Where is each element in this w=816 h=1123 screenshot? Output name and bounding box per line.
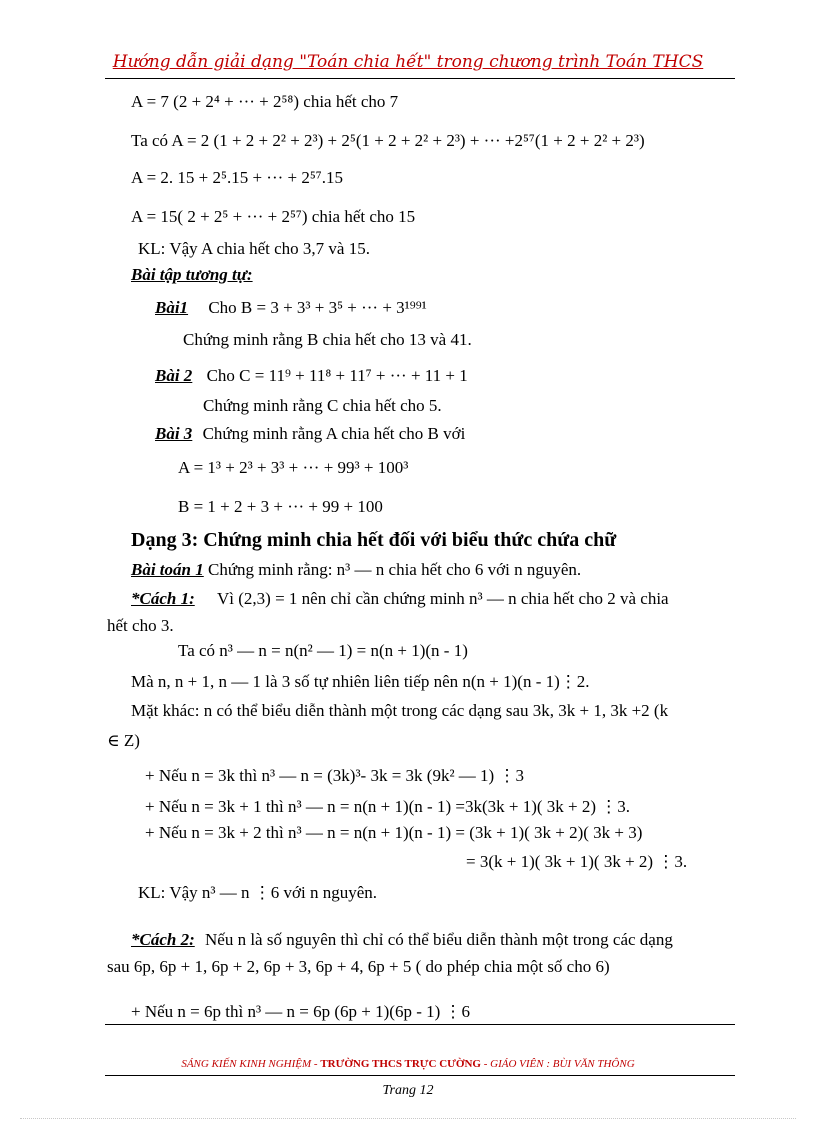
problem-1-text: Chứng minh rằng: n³ — n chia hết cho 6 với n nguyên. (208, 560, 582, 579)
exercise-1-text: Cho B = 3 + 3³ + 3⁵ + ··· + 3¹⁹⁹¹ (208, 298, 427, 317)
method-1-line-3: Mặt khác: n có thể biểu diễn thành một trong các dạng sau 3k, 3k + 1, 3k +2 (k (131, 701, 669, 720)
method-1-label: *Cách 1: (131, 589, 195, 608)
method-2-label: *Cách 2: (131, 930, 195, 949)
exercise-2-text: Cho C = 11⁹ + 11⁸ + 11⁷ + ··· + 11 + 1 (206, 366, 468, 385)
method-1-conclusion: KL: Vậy n³ — n ⋮6 với n nguyên. (138, 883, 378, 902)
page-footer (0, 1058, 816, 1070)
line-a-sum-15: A = 2. 15 + 2⁵.15 + ··· + 2⁵⁷.15 (131, 168, 343, 187)
method-2 (131, 930, 673, 950)
problem-1-label: Bài toán 1 (131, 560, 204, 579)
method-1-text-cont: hết cho 3. (107, 616, 174, 635)
exercise-3-label: Bài 3 (155, 424, 193, 443)
footer-rule-bottom (105, 1075, 735, 1076)
method-1 (131, 589, 669, 609)
method-1-case-3k2: + Nếu n = 3k + 2 thì n³ — n = n(n + 1)(n - 1) = (3k + 1)( 3k + 2)( 3k + 3) (145, 823, 643, 842)
footer-school: TRƯỜNG THCS TRỰC CƯỜNG (320, 1058, 481, 1070)
page-edge (20, 1118, 796, 1119)
exercise-3-text: Chứng minh rằng A chia hết cho B với (202, 424, 466, 443)
problem-1 (131, 560, 581, 580)
exercise-2 (155, 366, 468, 386)
method-1-text: Vì (2,3) = 1 nên chỉ cần chứng minh n³ — n chia hết cho 2 và chia (217, 589, 669, 608)
section-heading-dang-3: Dạng 3: Chứng minh chia hết đối với biểu thức chứa chữ (131, 529, 617, 551)
method-1-line-2: Mà n, n + 1, n — 1 là 3 số tự nhiên liên tiếp nên n(n + 1)(n - 1)⋮2. (131, 672, 590, 691)
method-2-text-cont: sau 6p, 6p + 1, 6p + 2, 6p + 3, 6p + 4, 6p + 5 ( do phép chia một số cho 6) (107, 957, 610, 976)
method-1-case-3k1: + Nếu n = 3k + 1 thì n³ — n = n(n + 1)(n - 1) =3k(3k + 1)( 3k + 2) ⋮3. (145, 797, 631, 816)
exercise-3-a: A = 1³ + 2³ + 3³ + ··· + 99³ + 100³ (178, 458, 409, 477)
exercise-1-label: Bài1 (155, 298, 189, 317)
footer-teacher: - GIÁO VIÊN : BÙI VĂN THÔNG (483, 1058, 635, 1070)
header-rule (105, 78, 735, 79)
footer-left: SÁNG KIẾN KINH NGHIỆM - (181, 1058, 318, 1070)
method-1-case-3k: + Nếu n = 3k thì n³ — n = (3k)³- 3k = 3k (9k² — 1) ⋮3 (145, 766, 524, 785)
method-1-case-3k2-result: = 3(k + 1)( 3k + 1)( 3k + 2) ⋮3. (466, 852, 688, 871)
exercise-1 (155, 298, 427, 318)
page-number: Trang 12 (382, 1083, 434, 1098)
line-conclusion: KL: Vậy A chia hết cho 3,7 và 15. (138, 239, 370, 258)
line-a-div-7: A = 7 (2 + 2⁴ + ··· + 2⁵⁸) chia hết cho 7 (131, 92, 399, 111)
line-ta-co-a: Ta có A = 2 (1 + 2 + 2² + 2³) + 2⁵(1 + 2 + 2² + 2³) + ··· +2⁵⁷(1 + 2 + 2² + 2³) (131, 131, 645, 150)
footer-rule-top (105, 1024, 735, 1025)
method-1-line-1: Ta có n³ — n = n(n² — 1) = n(n + 1)(n - 1) (178, 641, 468, 660)
exercise-3 (155, 424, 465, 444)
page-header-title: Hướng dẫn giải dạng "Toán chia hết" trong chương trình Toán THCS (112, 52, 704, 72)
exercise-2-label: Bài 2 (155, 366, 193, 385)
method-1-line-4: ∈ Z) (107, 731, 140, 750)
line-a-div-15: A = 15( 2 + 2⁵ + ··· + 2⁵⁷) chia hết cho 15 (131, 207, 416, 226)
exercise-1-task: Chứng minh rằng B chia hết cho 13 và 41. (183, 330, 472, 349)
similar-exercises-title: Bài tập tương tự: (131, 265, 253, 284)
exercise-2-task: Chứng minh rằng C chia hết cho 5. (203, 396, 442, 415)
method-2-case-6p: + Nếu n = 6p thì n³ — n = 6p (6p + 1)(6p - 1) ⋮6 (131, 1002, 471, 1021)
exercise-3-b: B = 1 + 2 + 3 + ··· + 99 + 100 (178, 497, 383, 516)
method-2-text: Nếu n là số nguyên thì chỉ có thể biểu diễn thành một trong các dạng (205, 930, 673, 949)
